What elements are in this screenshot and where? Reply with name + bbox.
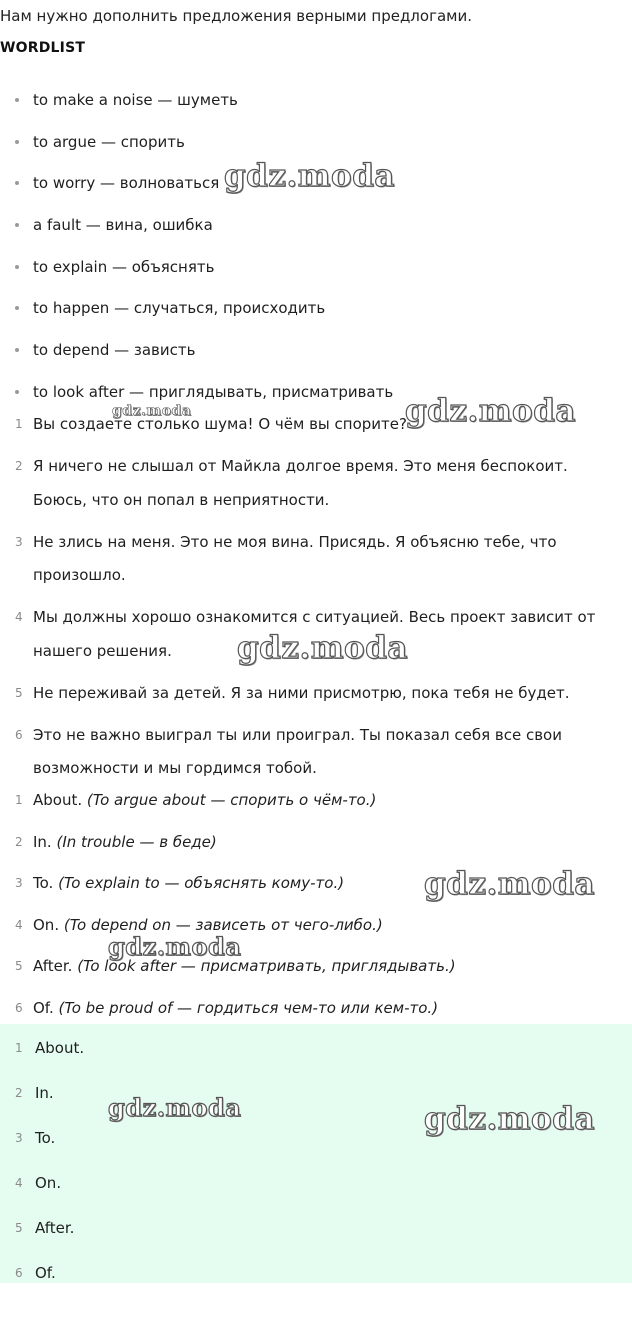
bullet-icon [15, 98, 19, 102]
answer-text: Of. [35, 1264, 56, 1282]
watermark: gdz.moda [108, 1093, 242, 1122]
item-number: 1 [15, 1041, 23, 1055]
answer-text: To. [35, 1129, 56, 1147]
wordlist-item-text: to depend — зависть [33, 341, 196, 360]
item-number: 2 [15, 1086, 23, 1100]
wordlist [0, 90, 632, 424]
watermark: gdz.moda [424, 866, 595, 902]
explanation-item [0, 784, 632, 817]
bullet-icon [15, 181, 19, 185]
item-number: 6 [15, 727, 23, 742]
answer-box [0, 1024, 632, 1283]
explanation-answer: To. [33, 874, 54, 893]
translation-text: Не злись на меня. Это не моя вина. Присядь. Я объясню тебе, что произошло. [33, 532, 557, 584]
wordlist-item [0, 90, 632, 132]
item-number: 5 [15, 1221, 23, 1235]
explanation-note: (To be proud of — гордиться чем-то или кем-то.) [58, 998, 439, 1017]
explanation-note: (In trouble — в беде) [56, 832, 217, 851]
explanation-note: (To explain to — объяснять кому-то.) [58, 874, 345, 893]
translation-list [0, 408, 632, 794]
explanation-answer: Of. [33, 998, 54, 1017]
bullet-icon [15, 306, 19, 310]
wordlist-item-text: to explain — объяснять [33, 257, 215, 276]
bullet-icon [15, 348, 19, 352]
answer-item [0, 1167, 632, 1200]
explanation-note: (To argue about — спорить о чём-то.) [86, 791, 377, 809]
bullet-icon [15, 390, 19, 394]
explanation-answer: After. [33, 957, 73, 976]
item-number: 1 [15, 793, 23, 807]
wordlist-heading: WORDLIST [0, 40, 86, 56]
answer-text: About. [35, 1039, 85, 1057]
item-number: 6 [15, 1266, 23, 1280]
answer-text: On. [35, 1174, 62, 1192]
translation-item [0, 526, 632, 593]
translation-text: Я ничего не слышал от Майкла долгое время. Это меня беспокоит. Боюсь, что он попал в неприятности. [33, 457, 568, 509]
intro-text: Нам нужно дополнить предложения верными предлогами. [0, 7, 472, 25]
explanation-note: (To look after — присматривать, приглядывать.) [77, 957, 456, 976]
answer-item [0, 1212, 632, 1245]
explanation-item [0, 826, 632, 859]
item-number: 2 [15, 834, 23, 849]
watermark: gdz.moda [237, 630, 408, 666]
explanation-list [0, 784, 632, 1034]
bullet-icon [15, 265, 19, 269]
item-number: 5 [15, 685, 23, 700]
explanation-item [0, 992, 632, 1025]
watermark: gdz.moda [108, 932, 242, 961]
answer-item [0, 1257, 632, 1290]
item-number: 6 [15, 1000, 23, 1015]
wordlist-item [0, 257, 632, 299]
translation-text: Это не важно выиграл ты или проиграл. Ты показал себя все свои возможности и мы гордимся тобой. [33, 725, 562, 777]
explanation-answer: On. [33, 915, 60, 934]
item-number: 3 [15, 1131, 23, 1145]
wordlist-item-text: to look after — приглядывать, присматривать [33, 382, 394, 401]
translation-text: Мы должны хорошо ознакомится с ситуацией. Весь проект зависит от нашего решения. [33, 608, 596, 660]
wordlist-item [0, 298, 632, 340]
watermark: gdz.moda [424, 1101, 595, 1137]
item-number: 5 [15, 959, 23, 974]
watermark: gdz.moda [112, 403, 192, 419]
item-number: 1 [15, 417, 23, 431]
explanation-item [0, 909, 632, 942]
item-number: 4 [15, 610, 23, 624]
explanation-item [0, 950, 632, 983]
translation-item [0, 719, 632, 786]
bullet-icon [15, 140, 19, 144]
wordlist-item-text: to make a noise — шуметь [33, 91, 238, 109]
item-number: 4 [15, 1176, 23, 1190]
wordlist-item [0, 215, 632, 257]
wordlist-item-text: to argue — спорить [33, 132, 185, 151]
answer-text: In. [35, 1084, 54, 1102]
wordlist-item-text: to worry — волноваться [33, 174, 220, 193]
wordlist-item-text: to happen — случаться, происходить [33, 299, 326, 318]
answer-item [0, 1032, 632, 1065]
item-number: 3 [15, 876, 23, 891]
item-number: 4 [15, 917, 23, 932]
translation-text: Вы создаете столько шума! О чём вы спорите? [33, 415, 407, 433]
translation-item [0, 677, 632, 711]
explanation-answer: About. [33, 791, 83, 809]
watermark: gdz.moda [405, 393, 576, 429]
translation-item [0, 450, 632, 517]
wordlist-item [0, 340, 632, 382]
watermark: gdz.moda [224, 158, 395, 194]
explanation-answer: In. [33, 832, 52, 851]
wordlist-item-text: a fault — вина, ошибка [33, 216, 213, 235]
item-number: 3 [15, 534, 23, 549]
answer-text: After. [35, 1219, 75, 1237]
translation-text: Не переживай за детей. Я за ними присмотрю, пока тебя не будет. [33, 683, 570, 702]
explanation-note: (To depend on — зависеть от чего-либо.) [63, 915, 383, 934]
bullet-icon [15, 223, 19, 227]
item-number: 2 [15, 459, 23, 473]
